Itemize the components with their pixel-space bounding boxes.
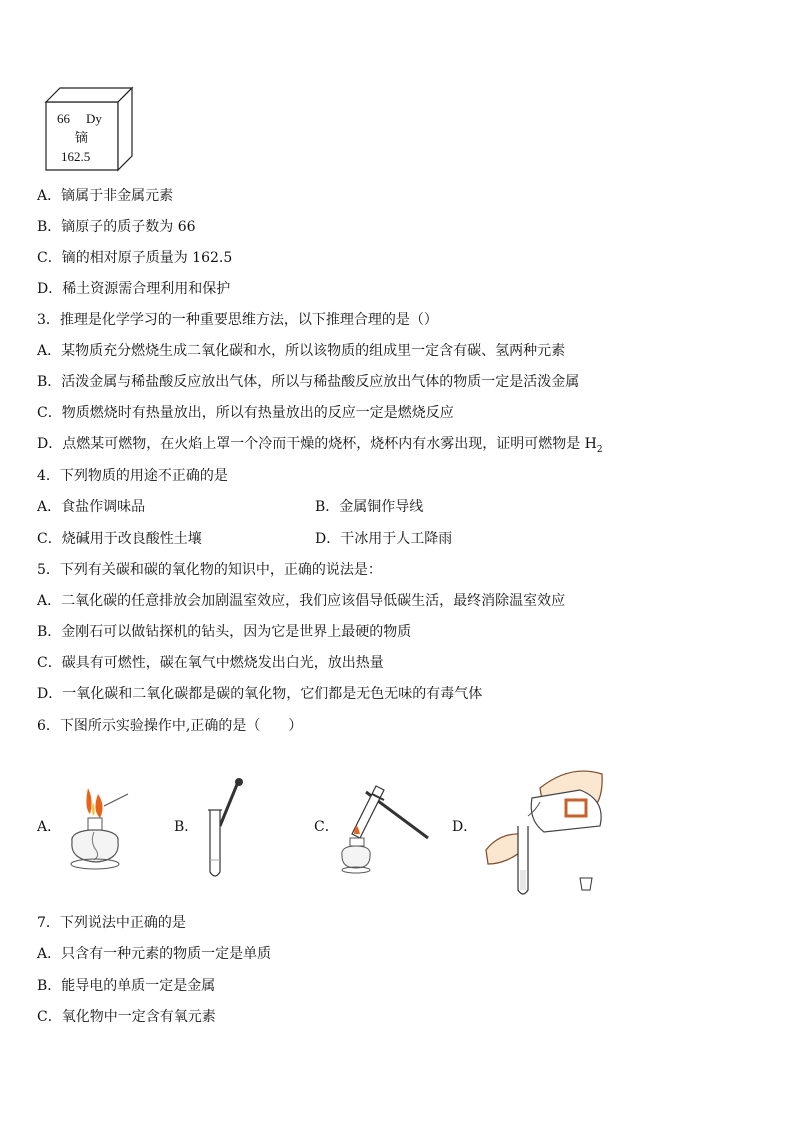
q7-option-a: A．只含有一种元素的物质一定是单质	[37, 946, 272, 962]
q5-option-c: C．碳具有可燃性，碳在氧气中燃烧发出白光，放出热量	[37, 655, 384, 671]
q7-stem: 7．下列说法中正确的是	[37, 915, 186, 931]
q3-option-a: A．某物质充分燃烧生成二氧化碳和水，所以该物质的组成里一定含有碳、氢两种元素	[37, 343, 566, 359]
q4-option-b: B．金属铜作导线	[315, 499, 424, 515]
q5-option-b: B．金刚石可以做钻探机的钻头，因为它是世界上最硬的物质	[37, 624, 412, 640]
q6-label-b: B．	[174, 819, 199, 835]
q4-option-d: D．干冰用于人工降雨	[315, 531, 453, 547]
q6-label-c: C．	[314, 819, 339, 835]
element-symbol: Dy	[86, 111, 102, 126]
element-number: 66	[57, 111, 70, 126]
q7-option-c: C．氧化物中一定含有氧元素	[37, 1009, 216, 1025]
q5-option-a: A．二氧化碳的任意排放会加剧温室效应，我们应该倡导低碳生活，最终消除温室效应	[37, 593, 566, 609]
q2-option-d: D．稀土资源需合理利用和保护	[37, 281, 231, 297]
test-tube-dropper-icon	[198, 776, 258, 886]
heating-tube-icon	[336, 778, 436, 878]
q3-option-d-text: D．点燃某可燃物，在火焰上罩一个冷而干燥的烧杯，烧杯内有水雾出现，证明可燃物是 H	[37, 436, 597, 452]
q5-stem: 5．下列有关碳和碳的氧化物的知识中，正确的说法是：	[37, 562, 382, 578]
q7-option-b: B．能导电的单质一定是金属	[37, 978, 216, 994]
q6-label-d: D．	[452, 819, 478, 835]
q3-option-c: C．物质燃烧时有热量放出，所以有热量放出的反应一定是燃烧反应	[37, 405, 454, 421]
element-mass: 162.5	[61, 149, 91, 164]
q5-option-d: D．一氧化碳和二氧化碳都是碳的氧化物，它们都是无色无味的有毒气体	[37, 686, 483, 702]
q4-option-a: A．食盐作调味品	[37, 499, 146, 515]
q3-option-d	[37, 435, 603, 459]
q4-option-c: C．烧碱用于改良酸性土壤	[37, 531, 202, 547]
q3-option-d-subscript: 2	[596, 444, 603, 455]
alcohol-lamp-icon	[60, 780, 140, 880]
pouring-liquid-icon	[480, 760, 620, 900]
q3-option-b: B．活泼金属与稀盐酸反应放出气体，所以与稀盐酸反应放出气体的物质一定是活泼金属	[37, 374, 580, 390]
q4-stem: 4．下列物质的用途不正确的是	[37, 468, 228, 484]
q6-stem: 6．下图所示实验操作中,正确的是（ ）	[37, 718, 303, 734]
q6-label-a: A．	[37, 819, 62, 835]
q2-option-a: A．镝属于非金属元素	[37, 188, 174, 204]
q3-stem: 3．推理是化学学习的一种重要思维方法，以下推理合理的是（）	[37, 312, 438, 328]
q2-option-c: C．镝的相对原子质量为 162.5	[37, 250, 233, 266]
element-name: 镝	[75, 130, 89, 145]
q2-option-b: B．镝原子的质子数为 66	[37, 219, 196, 235]
element-card	[40, 84, 136, 180]
